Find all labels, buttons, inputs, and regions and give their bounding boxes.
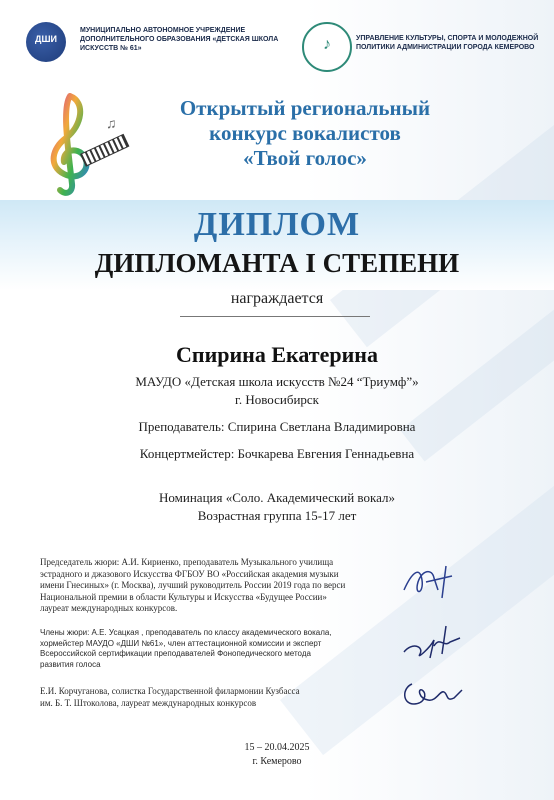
- nomination-line: Номинация «Соло. Академический вокал»: [159, 490, 395, 505]
- jury-text-line: имени Гнесиных» (г. Москва), лучший руководитель России 2019 года по верси: [40, 580, 346, 590]
- treble-clef-icon: [22, 88, 132, 198]
- jury-text-line: Национальной премии в области Культуры и Искусства «Будущее России»: [40, 591, 327, 602]
- recipient-school: МАУДО «Детская школа искусств №24 “Триумф”»: [135, 374, 419, 389]
- svg-text:♫: ♫: [106, 117, 117, 132]
- jury-text-line: лауреат международных конкурсов.: [40, 603, 178, 613]
- contest-title-line: «Твой голос»: [243, 146, 367, 170]
- school-name: МУНИЦИПАЛЬНО АВТОНОМНОЕ УЧРЕЖДЕНИЕ ДОПОЛНИТЕЛЬНОГО ОБРАЗОВАНИЯ «ДЕТСКАЯ ШКОЛА ИСКУССТВ № 61»: [80, 27, 279, 52]
- jury-member-1: [40, 628, 332, 670]
- awarded-label: награждается: [230, 290, 324, 307]
- school-logo: [26, 22, 66, 62]
- jury-text-line: эстрадного и джазового Искусства ФГБОУ ВО «Российская академия музыки: [40, 568, 339, 579]
- age-group-line: Возрастная группа 15-17 лет: [197, 508, 357, 523]
- contest-title: [120, 96, 490, 171]
- jury-text-line: хормейстер МАУДО «ДШИ №61», член аттестационной комиссии и эксперт: [40, 638, 322, 648]
- culture-dept-name: УПРАВЛЕНИЕ КУЛЬТУРЫ, СПОРТА И МОЛОДЕЖНОЙ ПОЛИТИКИ АДМИНИСТРАЦИИ ГОРОДА КЕМЕРОВО: [356, 35, 539, 51]
- harp-icon: ♪: [323, 36, 331, 53]
- jury-chair: [40, 557, 345, 615]
- event-city: г. Кемерово: [252, 756, 302, 767]
- school-logo-text: ДШИ: [35, 34, 57, 44]
- signature-chair: [398, 560, 468, 602]
- jury-text-line: развития голоса: [40, 659, 101, 669]
- culture-dept-logo: [302, 22, 352, 72]
- diploma-title: ДИПЛОМ: [193, 206, 361, 243]
- contest-title-line: конкурс вокалистов: [209, 121, 401, 145]
- recipient-city: г. Новосибирск: [234, 392, 319, 407]
- divider: [180, 316, 370, 317]
- signature-member-2: [398, 672, 468, 712]
- event-dates: 15 – 20.04.2025: [244, 742, 310, 753]
- contest-title-line: Открытый региональный: [179, 96, 431, 120]
- teacher-line: Преподаватель: Спирина Светлана Владимировна: [138, 419, 416, 434]
- jury-text-line: Председатель жюри: А.И. Кириенко, преподаватель Музыкального училища: [40, 557, 334, 567]
- jury-text-line: Е.И. Корчуганова, солистка Государственной филармонии Кузбасса: [40, 686, 300, 696]
- jury-member-2: [40, 686, 300, 709]
- jury-text-line: Члены жюри: А.Е. Усацкая , преподаватель по классу академического вокала,: [40, 628, 332, 637]
- jury-text-line: им. Б. Т. Штоколова, лауреат международных конкурсов: [40, 697, 257, 708]
- accompanist-line: Концертмейстер: Бочкарева Евгения Геннадьевна: [139, 446, 415, 461]
- signature-member-1: [400, 618, 480, 662]
- jury-text-line: Всероссийской сертификации преподавателей Фонопедического метода: [40, 649, 311, 658]
- diploma-degree: ДИПЛОМАНТА I СТЕПЕНИ: [94, 248, 460, 278]
- recipient-name: Спирина Екатерина: [176, 342, 378, 367]
